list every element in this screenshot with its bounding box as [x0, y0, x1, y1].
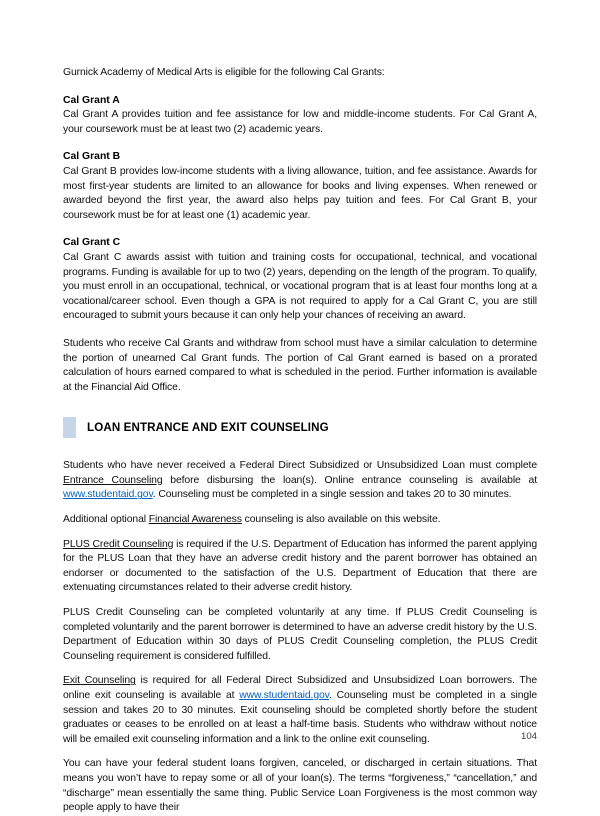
plus-credit-part1: is required if the U.S. Department of Education has informed the parent applying for the PLUS Loan that they have an adverse credit history and the parent borrower has obtained an endorser or documented to the satisfaction of the U.S. Department of Education that there are extenuating circumstances related to their adverse credit history. [63, 538, 537, 594]
cal-grant-b-paragraph: Cal Grant B provides low-income students with a living allowance, tuition, and fee assistance. Awards for most first-year students are limited to an allowance for books and living expenses. When renewed or awarded beyond the first year, the award also helps pay tuition and fees. For Cal Grant B, your coursework must be for at least one (1) academic year. [63, 165, 537, 221]
entrance-text-part1: Students who have never received a Federal Direct Subsidized or Unsubsidized Loan must complete [63, 460, 537, 472]
financial-awareness-paragraph [63, 513, 537, 528]
financial-awareness-part1: Additional optional [63, 514, 149, 526]
spacer [63, 324, 537, 337]
exit-text-part1: is required for all Federal Direct Subsidized and Unsubsidized Loan borrowers. The online exit counseling is available at [63, 675, 538, 701]
cal-grant-b-heading: Cal Grant B [63, 151, 121, 163]
cal-grant-c-paragraph: Cal Grant C awards assist with tuition and training costs for occupational, technical, and vocational programs. Funding is available for up to two (2) years, depending on the length of the program. To qualify, you must enroll in an occupational, technical, or vocational program that is at least four months long at a vocational/career school. Even though a GPA is not required to apply for a Cal Grant C, you are still encouraged to submit yours because it can only help your chances of receiving an award. [63, 251, 537, 322]
loan-forgiveness-paragraph: You can have your federal student loans forgiven, canceled, or discharged in certain situations. That means you won’t have to repay some or all of your loan(s). The terms “forgiveness,” “cancellation,” and “discharge” mean essentially the same thing. Public Service Loan Forgiveness is the most common way people apply to have their [63, 758, 537, 814]
spacer [63, 223, 537, 236]
entrance-text-part2: before disbursing the loan(s). Online entrance counseling is available at [162, 474, 537, 486]
spacer [63, 503, 537, 513]
withdrawal-paragraph: Students who receive Cal Grants and withdraw from school must have a similar calculation to determine the portion of unearned Cal Grant funds. The portion of Cal Grant earned is based on a prorated calculation of hours earned compared to what is scheduled in the period. Further information is available at the Financial Aid Office. [63, 337, 537, 393]
exit-counseling-paragraph [63, 674, 537, 747]
spacer [63, 438, 537, 459]
plus-credit-counseling-term: PLUS Credit Counseling [63, 538, 174, 550]
plus-credit-counseling-paragraph-2: PLUS Credit Counseling can be completed voluntarily at any time. If PLUS Credit Counseling is completed voluntarily and the parent borrower is determined to have an adverse credit history by the U.S. Department of Education within 30 days of PLUS Credit Counseling completion, the PLUS Credit Counseling requirement is considered fulfilled. [63, 607, 537, 662]
spacer [63, 664, 537, 674]
entrance-text-part3: . Counseling must be completed in a single session and takes 20 to 30 minutes. [152, 489, 512, 501]
document-content [63, 66, 537, 816]
plus-credit-counseling-paragraph-1 [63, 538, 537, 596]
exit-counseling-term: Exit Counseling [63, 675, 136, 687]
cal-grant-a-paragraph: Cal Grant A provides tuition and fee assistance for low and middle-income students. For Cal Grant A, your coursework must be at least two (2) academic years. [63, 109, 537, 135]
heading-accent-bar-icon [63, 417, 76, 438]
section-heading-label: LOAN ENTRANCE AND EXIT COUNSELING [87, 420, 329, 434]
spacer [63, 747, 537, 757]
entrance-counseling-paragraph [63, 459, 537, 503]
spacer [63, 395, 537, 416]
spacer [63, 81, 537, 94]
studentaid-link-exit[interactable]: www.studentaid.gov [239, 690, 330, 701]
section-heading-loan-counseling [63, 416, 537, 438]
studentaid-link-entrance[interactable]: www.studentaid.gov [63, 489, 153, 501]
cal-grant-c-heading: Cal Grant C [63, 237, 121, 249]
page-number: 104 [520, 731, 537, 742]
entrance-counseling-term: Entrance Counseling [63, 474, 163, 486]
spacer [63, 528, 537, 538]
financial-awareness-part2: counseling is also available on this website. [241, 514, 441, 526]
intro-paragraph: Gurnick Academy of Medical Arts is eligible for the following Cal Grants: [63, 67, 385, 78]
spacer [63, 596, 537, 606]
cal-grant-a-heading: Cal Grant A [63, 94, 120, 106]
spacer [63, 137, 537, 150]
exit-text-part2: . Counseling must be completed in a single session and takes 20 to 30 minutes. Exit counseling should be completed shortly before the student graduates or ceases to be enrolled on at least a half-time basis. Students who withdraw without notice will be emailed exit counseling information and a link to the online exit counseling. [63, 690, 537, 745]
financial-awareness-term: Financial Awareness [148, 514, 242, 526]
